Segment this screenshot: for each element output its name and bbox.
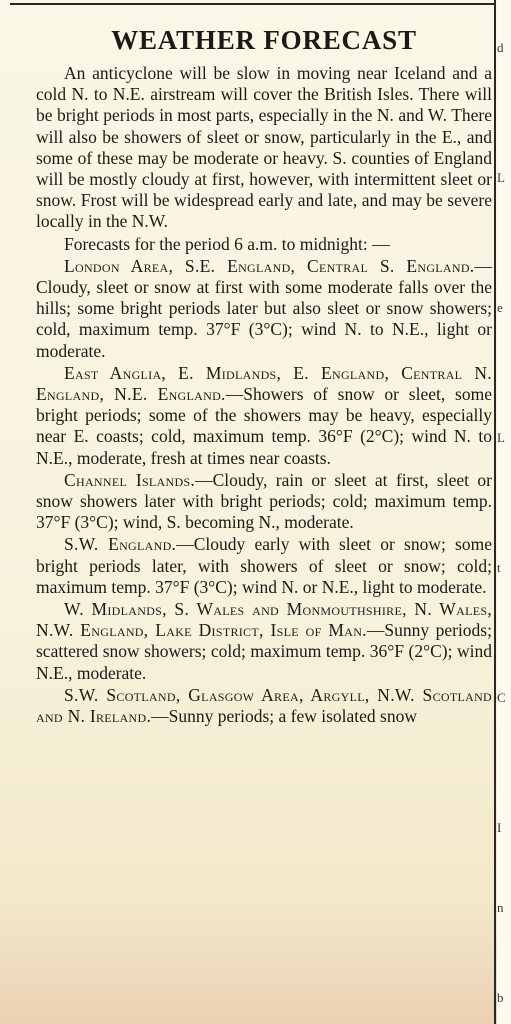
top-rule [10, 3, 494, 5]
region-forecast [36, 363, 492, 469]
region-areas: S.W. Scotland, Glasgow Area, Argyll, N.W. Scotland and N. Ireland. [36, 684, 492, 727]
region-text: —Cloudy early with sleet or snow; some bright periods later, with showers of sleet or snow; cold; maximum temp. 37°F (3°C); wind N. or N.E., light to moderate. [36, 534, 492, 597]
margin-mark: C [497, 690, 506, 705]
period-line: Forecasts for the period 6 a.m. to midnight: — [64, 233, 390, 254]
margin-mark: n [497, 900, 504, 915]
adjacent-column-edge [497, 0, 511, 1024]
margin-mark: t [497, 560, 501, 575]
region-areas: W. Midlands, S. Wales and Monmouthshire, N. Wales, N.W. England, Lake District, Isle of Man. [36, 599, 492, 641]
headline: WEATHER FORECAST [111, 25, 417, 55]
region-forecast [36, 470, 492, 534]
margin-mark: e [497, 300, 503, 315]
region-areas: London Area, S.E. England, Central S. England. [64, 255, 475, 276]
margin-mark: I [497, 820, 502, 835]
region-areas: S.W. England. [64, 534, 177, 555]
margin-mark: L [497, 430, 505, 445]
region-forecast [36, 599, 492, 684]
margin-mark: L [497, 170, 505, 185]
region-text: —Sunny periods; scattered snow showers; cold; maximum temp. 36°F (2°C); wind N.E., moderate. [36, 620, 492, 683]
forecast-column [36, 20, 492, 727]
region-areas: Channel Islands. [64, 469, 196, 490]
region-forecast [36, 256, 492, 362]
margin-mark: d [497, 40, 504, 55]
region-text: —Showers of snow or sleet, some bright periods; some of the showers may be heavy, especially near E. coasts; cold, maximum temp. 36°F (2°C); wind N. to N.E., moderate, fresh at times near coasts. [36, 384, 492, 468]
region-text: —Sunny periods; a few isolated snow [151, 706, 418, 727]
region-areas: East Anglia, E. Midlands, E. England, Central N. England, N.E. England. [36, 362, 492, 405]
region-text: —Cloudy, rain or sleet at first, sleet or snow showers later with bright periods; cold; maximum temp. 37°F (3°C); wind, S. becoming N., moderate. [36, 469, 492, 533]
region-forecast [36, 685, 492, 727]
column-rule [494, 0, 496, 1024]
margin-mark: b [497, 990, 504, 1005]
region-text: —Cloudy, sleet or snow at first with some moderate falls over the hills; some bright periods later but also sleet or snow showers; cold, maximum temp. 37°F (3°C); wind N. to N.E., light or moderate. [36, 255, 492, 361]
intro-paragraph: An anticyclone will be slow in moving near Iceland and a cold N. to N.E. airstream will cover the British Isles. There will be bright periods in most parts, especially in the N. and W. There will also be showers of sleet or snow, particularly in the E., and some of these may be moderate or heavy. S. counties of England will be mostly cloudy at first, however, with intermittent sleet or snow. Frost will be widespread early and late, and may be severe locally in the N.W. [36, 63, 492, 232]
region-forecast [36, 534, 492, 598]
